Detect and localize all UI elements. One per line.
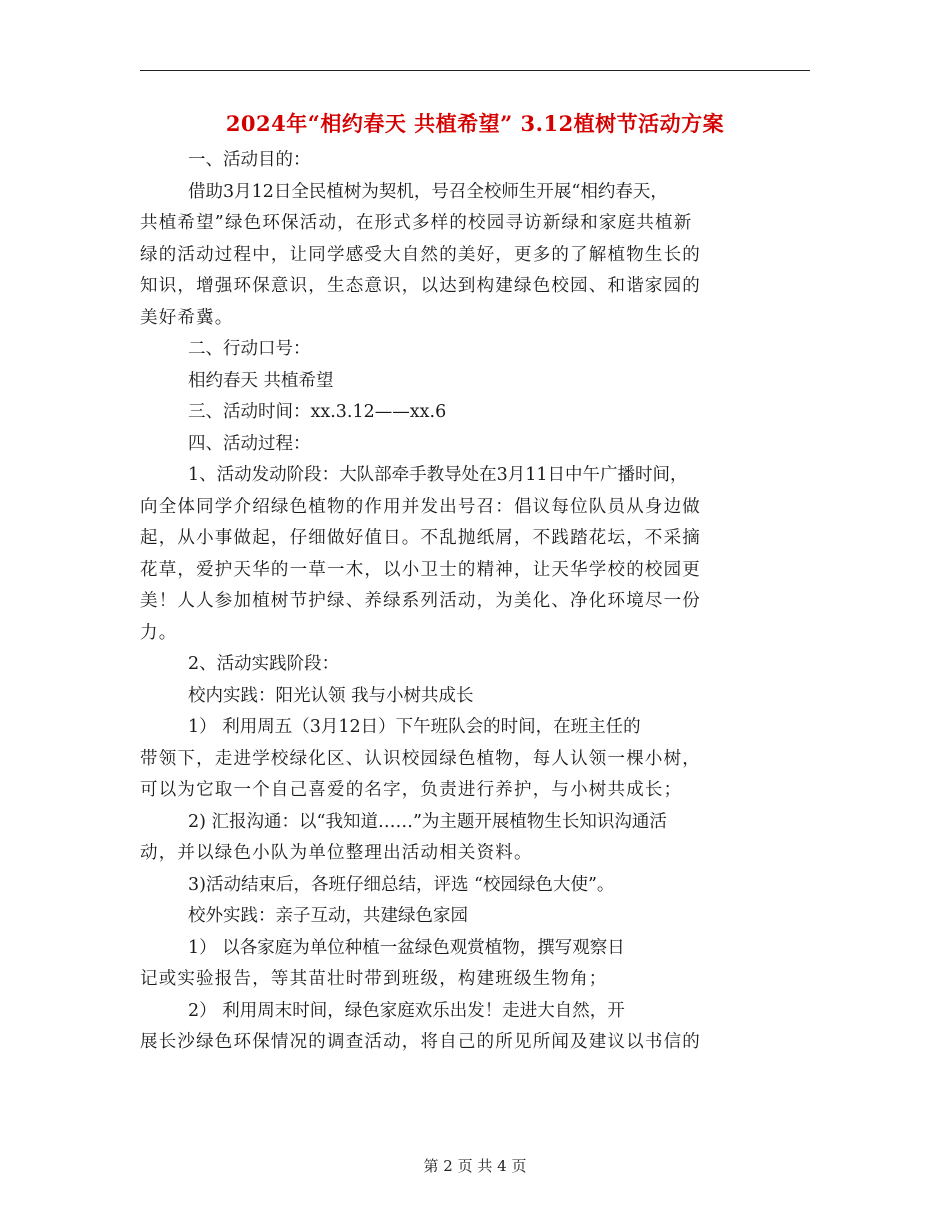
- body-text: [140, 145, 810, 1059]
- text-line: 记或实验报告，等其苗壮时带到班级，构建班级生物角；: [140, 969, 608, 989]
- text-line: 二、行动口号：: [188, 339, 311, 359]
- page-footer: 第 2 页 共 4 页: [423, 1157, 527, 1175]
- text-line: 2) 汇报沟通：以“我知道……”为主题开展植物生长知识沟通活: [188, 811, 667, 832]
- document-title: 2024年“相约春天 共植希望” 3.12植树节活动方案: [225, 111, 725, 136]
- text-line: 三、活动时间：xx.3.12——xx.6: [188, 402, 447, 422]
- text-line: 1、活动发动阶段：大队部牵手教导处在3月11日中午广播时间，: [188, 465, 688, 485]
- text-line: 四、活动过程：: [188, 433, 311, 454]
- text-line: 3)活动结束后，各班仔细总结，评选 “校园绿色大使”。: [188, 874, 615, 895]
- text-line: 校外实践：亲子互动，共建绿色家园: [188, 906, 468, 926]
- text-line: 校内实践：阳光认领 我与小树共成长: [188, 685, 474, 706]
- text-line: 花草，爱护天华的一草一木，以小卫士的精神，让天华学校的校园更: [140, 559, 701, 580]
- text-line: 一、活动目的：: [188, 150, 311, 170]
- text-line: 1） 以各家庭为单位种植一盆绿色观赏植物，撰写观察日: [188, 937, 625, 958]
- text-line: 1） 利用周五（3月12日）下午班队会的时间，在班主任的: [188, 717, 641, 737]
- text-line: 起，从小事做起，仔细做好值日。不乱抛纸屑，不践踏花坛，不采摘: [140, 528, 701, 548]
- text-line: 力。: [140, 622, 178, 643]
- text-line: 2） 利用周末时间，绿色家庭欢乐出发！走进大自然，开: [188, 1000, 625, 1021]
- text-line: 美好希冀。: [140, 307, 234, 328]
- text-line: 相约春天 共植希望: [188, 370, 334, 391]
- text-line: 2、活动实践阶段：: [188, 654, 340, 674]
- text-line: 借助3月12日全民植树为契机，号召全校师生开展“相约春天，: [188, 181, 668, 202]
- text-line: 向全体同学介绍绿色植物的作用并发出号召：倡议每位队员从身边做: [140, 496, 701, 517]
- text-line: 共植希望”绿色环保活动，在形式多样的校园寻访新绿和家庭共植新: [140, 213, 693, 233]
- text-line: 绿的活动过程中，让同学感受大自然的美好，更多的了解植物生长的: [140, 244, 701, 265]
- text-line: 展长沙绿色环保情况的调查活动，将自己的所见所闻及建议以书信的: [140, 1032, 701, 1052]
- text-line: 可以为它取一个自己喜爱的名字，负责进行养护，与小树共成长；: [140, 780, 683, 800]
- text-line: 知识，增强环保意识，生态意识，以达到构建绿色校园、和谐家园的: [140, 276, 701, 296]
- header-rule: [140, 70, 810, 71]
- text-line: 带领下，走进学校绿化区、认识校园绿色植物，每人认领一棵小树，: [140, 748, 701, 769]
- text-line: 动，并以绿色小队为单位整理出活动相关资料。: [140, 843, 533, 863]
- text-line: 美！人人参加植树节护绿、养绿系列活动，为美化、净化环境尽一份: [140, 591, 701, 611]
